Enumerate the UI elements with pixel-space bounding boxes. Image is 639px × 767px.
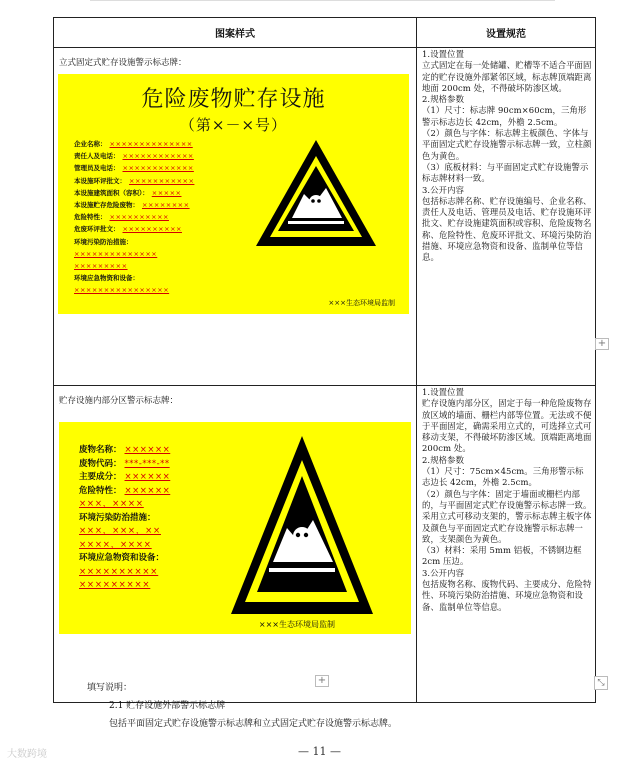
sign-field-label: 企业名称： — [74, 140, 107, 148]
sign-field — [79, 498, 219, 512]
sign-field — [79, 458, 219, 472]
sign-field — [74, 272, 274, 284]
sign-field-label: 环境污染防治措施： — [74, 237, 133, 246]
sign-subtitle: （第×－×号） — [179, 116, 288, 134]
sign-title: 危险废物贮存设施 — [141, 87, 326, 112]
row-title: 立式固定式贮存设施警示标志牌： — [59, 58, 187, 68]
sign-field — [74, 211, 274, 223]
sign-field-label: 管理员及电话： — [74, 164, 120, 173]
sign-field-value: ××××× — [151, 188, 182, 197]
sign-field — [74, 162, 274, 174]
header-pattern: 图案样式 — [54, 18, 417, 48]
spec-cell — [417, 48, 596, 386]
sign-field — [74, 175, 274, 187]
watermark-logo: 大数跨境 — [7, 749, 47, 760]
sign-field-label: 本设施建筑面积（容积）： — [74, 188, 149, 197]
sign-fields — [79, 444, 219, 593]
sign-field — [74, 150, 274, 162]
sign-field — [74, 187, 274, 199]
add-column-plus-icon[interactable]: + — [595, 338, 609, 350]
sign-field — [74, 223, 274, 235]
sign-field — [74, 248, 274, 260]
notes-body: 包括平面固定式贮存设施警示标志牌和立式固定式贮存设施警示标志牌。 — [109, 719, 398, 729]
sign-field-label: 废物代码： — [79, 458, 122, 469]
internal-zone-sign — [59, 422, 411, 634]
sign-field-value: ×××××××××××××××× — [74, 286, 170, 295]
sign-field — [79, 539, 219, 553]
table-row — [54, 386, 596, 703]
sign-field — [79, 444, 219, 458]
sign-field-label: 本设施环评批文： — [74, 176, 126, 185]
sign-field-value: ×××××× — [124, 472, 171, 482]
sign-field-value: ×××××××××××××× — [109, 140, 193, 148]
spec-text: 1.设置位置 贮存设施内部分区，固定于每一种危险废物存放区域的墙面、栅栏内部等位置。无法或不便于平面固定，确需采用立式的，可选择立式可移动支架，不得破坏防渗区域。顶端距离地面 200cm 处。 2.规格参数 （1）尺寸：75cm×45cm。三角形警示标志边长 42cm，外檐 2.5cm。 （2）颜色与字体：固定于墙面或栅栏内部的，与平面固定式贮存设施警示标志牌一致。采用立式可移动支架的，警示标志牌主板字体及颜色与平面固定式贮存设施警示标志牌一致，支架颜色为黄色。 （3）材料：采用 5mm 铝板，不锈钢边框 2cm 压边。 3.公开内容 包括废物名称、废物代码、主要成分、危险特性、环境污染防治措施、环境应急物资和设备、监制单位等信息。 — [422, 387, 592, 612]
pattern-cell — [54, 386, 417, 703]
sign-field-value: ×××，×××，×× — [79, 526, 161, 536]
sign-footer: ×××生态环境局监制 — [328, 299, 395, 307]
sign-field-label: 危险特性： — [74, 213, 107, 222]
sign-footer: ×××生态环境局监制 — [258, 620, 335, 629]
sign-field-value: ×××××××××××× — [122, 164, 194, 173]
sign-field-value: ×××××××××× — [122, 225, 182, 234]
sign-field — [79, 512, 219, 526]
sign-field-value: ××××××××××× — [129, 176, 195, 185]
vertical-fixed-sign — [58, 74, 409, 314]
sign-field-label: 责任人及电话： — [74, 152, 120, 161]
sign-field — [74, 236, 274, 248]
sign-field-value: ××××，×××× — [79, 539, 152, 550]
notes-heading: 填写说明： — [87, 683, 133, 693]
sign-field-value: ×××××××× — [142, 201, 190, 210]
sign-field-label: 环境应急物资和设备： — [74, 274, 139, 283]
sign-field — [79, 525, 219, 539]
sign-field — [74, 199, 274, 211]
hazard-warning-icon — [254, 138, 378, 248]
spec-text: 1.设置位置 立式固定在每一处储罐、贮槽等不适合平面固定的贮存设施外部紧邻区域，标志牌顶端距离地面 200cm 处，不得破坏防渗区域。 2.规格参数 （1）尺寸：标志牌 90cm×60cm，三角形警示标志边长 42cm，外檐 2.5cm。 （2）颜色与字体：标志牌主板颜色、字体与平面固定式贮存设施警示标志牌一致，立柱颜色为黄色。 （3）底板材料：与平面固定式贮存设施警示标志牌材料一致。 3.公开内容 包括标志牌名称、贮存设施编号、企业名称、责任人及电话、管理员及电话、贮存设施环评批文、贮存设施建筑面积或容积、危险废物名称、危险特性、危废环评批文、环境污染防治措施、环境应急物资和设备、监制单位等信息。 — [422, 49, 592, 263]
sign-field-label: 环境应急物资和设备： — [79, 553, 165, 563]
sign-field-label: 本设施贮存危险废物： — [74, 201, 139, 210]
sign-field — [79, 552, 219, 566]
sign-field — [79, 566, 219, 580]
sign-field-value: ×××××××××× — [79, 566, 159, 577]
row-title: 贮存设施内部分区警示标志牌： — [59, 396, 179, 406]
sign-field — [74, 284, 274, 296]
sign-field-label: 废物名称： — [79, 445, 122, 455]
sign-field-value: ***-***-** — [124, 458, 170, 469]
table-header-row — [54, 18, 596, 48]
signage-spec-table — [53, 17, 596, 703]
notes-subheading: 2.1 贮存设施外部警示标志牌 — [109, 701, 226, 711]
sign-field-label: 危废环评批文： — [74, 225, 120, 234]
sign-field-value: ×××，×××× — [79, 499, 144, 509]
page-number: — 11 — — [298, 745, 341, 758]
table-resize-icon[interactable]: ⤡ — [594, 676, 608, 690]
sign-field — [74, 138, 274, 150]
sign-fields — [74, 138, 274, 297]
sign-field — [79, 579, 219, 593]
hazard-warning-icon — [229, 432, 375, 616]
sign-field-value: ××××××××× — [74, 262, 128, 271]
sign-field-value: ×××××× — [124, 445, 171, 455]
sign-field-label: 危险特性： — [79, 485, 122, 496]
sign-field-label: 环境污染防治措施： — [79, 512, 156, 523]
sign-field-value: ×××××××××××××× — [74, 249, 158, 258]
sign-field-value: ×××××× — [124, 485, 171, 496]
sign-field-label: 主要成分： — [79, 472, 122, 482]
table-row — [54, 48, 596, 386]
pattern-cell — [54, 48, 417, 386]
sign-field-value: ×××××××××××× — [122, 152, 194, 161]
header-spec: 设置规范 — [417, 18, 596, 48]
page-top-rule — [90, 0, 555, 1]
sign-field-value: ××××××××× — [79, 580, 151, 590]
spec-cell — [417, 386, 596, 703]
sign-field — [74, 260, 274, 272]
add-row-plus-icon[interactable]: + — [315, 675, 329, 687]
sign-field — [79, 485, 219, 499]
sign-field-value: ×××××××××× — [109, 213, 169, 222]
sign-field — [79, 471, 219, 485]
